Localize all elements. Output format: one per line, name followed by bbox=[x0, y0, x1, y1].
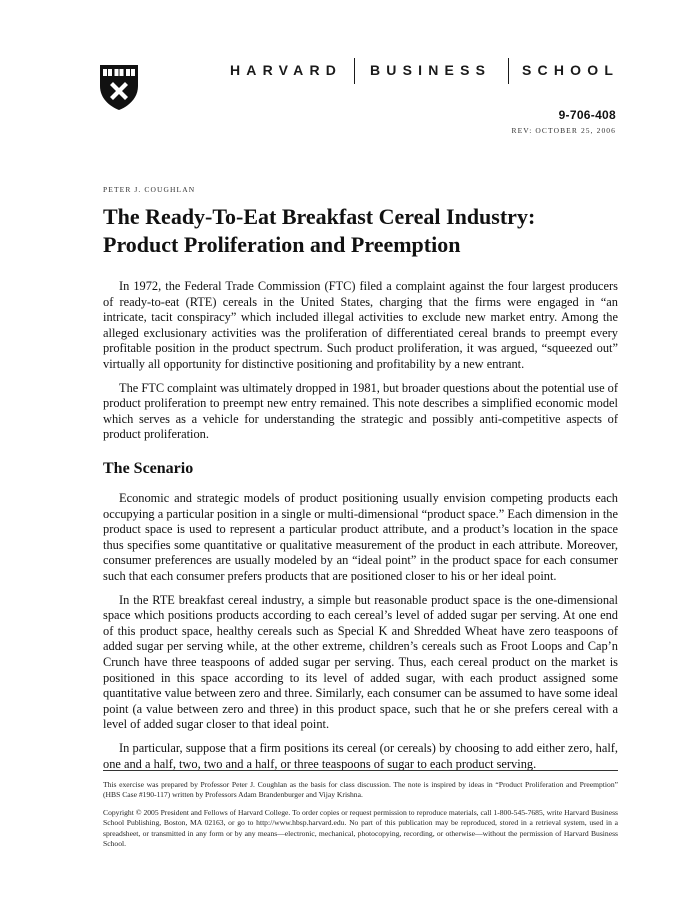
scenario-paragraph: In the RTE breakfast cereal industry, a simple but reasonable product space is the one-dimensional space which positions products according to each cereal’s level of added sugar per serving. At one end of this product space, healthy cereals such as Special K and Shredded Wheat have zero teaspoons of added sugar per serving while, at the other extreme, children’s cereals such as Froot Loops and Cap’n Crunch have three teaspoons of added sugar per serving. Thus, each cereal product on the market is positioned in this space according to its level of added sugar, with each product assigned some quantitative value between zero and three. Similarly, each consumer can be assumed to have some ideal point (a value between zero and three) in this product space, such that he or she prefers cereal with a level of added sugar closer to that ideal point. bbox=[103, 592, 618, 732]
case-number: 9-706-408 bbox=[558, 108, 616, 122]
document-title bbox=[103, 203, 623, 259]
title-line: The Ready-To-Eat Breakfast Cereal Industry: bbox=[103, 204, 536, 229]
scenario-paragraph: Economic and strategic models of product positioning usually envision competing products each occupying a particular position in a single or multi-dimensional “product space.” Each dimension in the product space is used to represent a particular product attribute, and a product’s location in the space thus specifies some quantitative or qualitative measurement of the product in each attribute. Moreover, consumer preferences are usually modeled by an “ideal point” in the product space for each consumer such that each consumer prefers products that are positioned closer to his or her ideal point. bbox=[103, 491, 618, 583]
footnote-divider bbox=[103, 770, 618, 771]
masthead-word-1: HARVARD bbox=[230, 62, 343, 78]
author: PETER J. COUGHLAN bbox=[103, 185, 196, 194]
scenario-section bbox=[103, 491, 618, 772]
intro-section bbox=[103, 279, 618, 443]
footnote-note: This exercise was prepared by Professor Peter J. Coughlan as the basis for class discussion. The note is inspired by ideas in “Product Proliferation and Preemption” (HBS Case #190-117) written by Professors Adam Brandenburger and Vijay Krishna. bbox=[103, 780, 618, 800]
masthead-word-2: BUSINESS bbox=[370, 62, 492, 78]
masthead-word-3: SCHOOL bbox=[522, 62, 620, 78]
masthead-divider bbox=[508, 58, 509, 84]
intro-paragraph: In 1972, the Federal Trade Commission (FTC) filed a complaint against the four largest producers of ready-to-eat (RTE) cereals in the United States, charging that the firms were engaged in “an intricate, tacit conspiracy” which included illegal activities to exclude new market entry. Among the alleged exclusionary activities was the proliferation of differentiated cereal brands to preempt every profitable position in the product spectrum. Such product proliferation, it was argued, “squeezed out” virtually all opportunity for distinctive positioning and profitability by a new entrant. bbox=[103, 279, 618, 371]
scenario-paragraph: In particular, suppose that a firm positions its cereal (or cereals) by choosing to add either zero, half, one and a half, two, two and a half, or three teaspoons of sugar to each product serving. bbox=[103, 740, 618, 771]
masthead bbox=[230, 62, 620, 82]
copyright-notice: Copyright © 2005 President and Fellows of Harvard College. To order copies or request permission to reproduce materials, call 1-800-545-7685, write Harvard Business School Publishing, Boston, MA 02163, or go to http://www.hbsp.harvard.edu. No part of this publication may be reproduced, stored in a retrieval system, used in a spreadsheet, or transmitted in any form or by any means—electronic, mechanical, photocopying, recording, or otherwise—without the permission of Harvard Business School. bbox=[103, 808, 618, 849]
masthead-divider bbox=[354, 58, 355, 84]
section-heading: The Scenario bbox=[103, 460, 194, 477]
harvard-shield-logo bbox=[99, 64, 139, 111]
title-line: Product Proliferation and Preemption bbox=[103, 232, 461, 257]
revision-date: REV: OCTOBER 25, 2006 bbox=[511, 126, 616, 135]
intro-paragraph: The FTC complaint was ultimately dropped in 1981, but broader questions about the potential use of product proliferation to preempt new entry remained. This note describes a simplified economic model which serves as a vehicle for understanding the strategic and possibly anti-competitive aspects of product proliferation. bbox=[103, 380, 618, 442]
